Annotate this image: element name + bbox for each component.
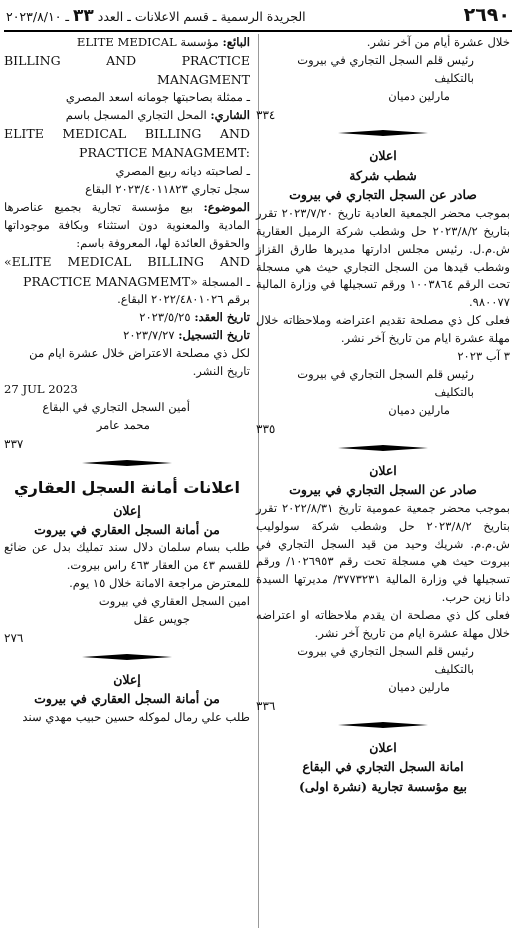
page-header — [4, 4, 512, 32]
notice-number: ٣٣٤ — [256, 107, 276, 122]
business-name-en: PRACTICE MANAGMEMT» — [23, 273, 198, 289]
notice-body: طلب بسام سلمان دلال سند تمليك بدل عن ضائع للقسم ٤٣ من العقار ٤٦٣ راس بيروت. — [4, 540, 250, 573]
notice-title: اعلان — [369, 739, 397, 755]
seller-name-en: ELITE MEDICAL — [76, 35, 177, 49]
separator-ornament — [82, 458, 172, 468]
registration-date: ٢٠٢٣/٧/٢٧ — [123, 328, 175, 343]
notice-number: ٢٧٦ — [4, 631, 24, 646]
signature-name: مارلين دميان — [388, 403, 450, 418]
registration-date-line — [4, 327, 250, 345]
seller-name-en-line: BILLING AND PRACTICE — [4, 52, 250, 68]
buyer-text: المحل التجاري المسجل باسم — [65, 108, 207, 123]
subject-line — [4, 199, 250, 253]
signature-title: رئيس قلم السجل التجاري في بيروت بالتكليف — [297, 367, 474, 400]
header-title: الجريدة الرسمية ـ قسم الاعلانات ـ العدد — [97, 9, 306, 24]
right-column — [256, 34, 510, 796]
subject-text: بيع مؤسسة تجارية بجميع عناصرها المادية والمعنوية دون استثناء وبكافة موجوداتها والحقوق العائدة لها، المعروفة باسم: — [4, 199, 250, 250]
signature-name: جويس عقل — [133, 612, 190, 627]
notice-title: اعلان — [369, 148, 397, 164]
notice-objection: فعلى كل ذي مصلحة ان يقدم ملاحظاته او اعتراضه خلال مهلة عشرة ايام من تاريخ آخر نشر. — [256, 608, 510, 641]
notice-objection: للمعترض مراجعة الامانة خلال ١٥ يوم. — [69, 576, 250, 591]
subject-label: الموضوع: — [203, 199, 250, 214]
notice-subtitle: بيع مؤسسة تجارية (نشرة اولى) — [298, 778, 467, 794]
business-registration: برقم ٢٠٢٢/٤٨٠١٠٢٦ البقاع. — [117, 292, 250, 307]
signature-title: أمين السجل التجاري في البقاع — [42, 400, 190, 415]
signature-title: امين السجل العقاري في بيروت — [98, 594, 250, 609]
top-continuation: خلال عشرة أيام من آخر نشر. — [366, 35, 510, 49]
section-title: اعلانات أمانة السجل العقاري — [14, 477, 240, 497]
seller-text: مؤسسة — [180, 35, 219, 49]
buyer-name-en-line: ELITE MEDICAL BILLING AND — [4, 126, 250, 142]
notice-issuer: صادر عن السجل التجاري في بيروت — [289, 187, 477, 203]
notice-number: ٣٣٦ — [256, 699, 276, 714]
contract-date-label: تاريخ العقد: — [194, 310, 250, 325]
seller-name-en-line: MANAGMENT — [157, 71, 250, 87]
notice-title: إعلان — [113, 671, 141, 687]
notice-title: إعلان — [113, 502, 141, 518]
separator-ornament — [338, 443, 428, 453]
notice-issuer: من أمانة السجل العقاري في بيروت — [34, 691, 220, 707]
business-name-suffix: ـ المسجلة — [201, 274, 250, 289]
notice-body: بموجب محضر الجمعية العادية تاريخ ٢٠٢٣/٧/٢٠ تقرر بتاريخ ٢٠٢٣/٨/٢ حل وشطب شركة الرميل العقارية ش.م.ل. رئيس مجلس ادارتها مديرها طارق القزاز وشطب قيدها من السجل التجاري حيث هي مسجلة تحت الرقم ١٠٠٣٨٦٤ ورقم تسجيلها في وزارة المالية ٩٨٠٠٧٧. — [256, 205, 510, 310]
buyer-registration: سجل تجاري ٢٠٢٣/٤٠١١٨٢٣ البقاع — [85, 181, 250, 196]
signature-name: مارلين دميان — [388, 88, 450, 103]
issue-number: ٣٣ — [73, 6, 94, 26]
notice-issuer: صادر عن السجل التجاري في بيروت — [289, 482, 477, 498]
stamp-date: 27 JUL 2023 — [4, 382, 78, 397]
separator-ornament — [338, 128, 428, 138]
buyer-line — [4, 107, 250, 125]
signature-title: رئيس قلم السجل التجاري في بيروت بالتكليف — [297, 644, 474, 677]
registration-date-label: تاريخ التسجيل: — [178, 328, 250, 343]
notice-date: ٣ آب ٢٠٢٣ — [457, 349, 510, 364]
buyer-label: الشاري: — [210, 108, 250, 123]
objection-text: لكل ذي مصلحة الاعتراض خلال عشرة ايام من تاريخ النشر. — [29, 346, 250, 379]
notice-issuer: من أمانة السجل العقاري في بيروت — [34, 521, 220, 537]
contract-date: ٢٠٢٣/٥/٢٥ — [139, 310, 191, 325]
buyer-name-en-line: PRACTICE MANAGMEMT: — [79, 145, 250, 161]
left-column — [4, 34, 250, 727]
notice-subtitle: شطب شركة — [349, 167, 417, 183]
signature-name: محمد عامر — [96, 418, 150, 433]
notice-title: اعلان — [369, 462, 397, 478]
gazette-header-text — [6, 6, 306, 26]
contract-date-line — [4, 309, 250, 327]
notice-objection: فعلى كل ذي مصلحة تقديم اعتراضه وملاحظاته خلال مهلة عشرة ايام من تاريخ آخر نشر. — [256, 313, 510, 346]
business-name-line — [4, 272, 250, 292]
seller-label: البائع: — [222, 35, 250, 49]
seller-line — [4, 34, 250, 52]
page-number: ٢٦٩٠ — [463, 4, 510, 26]
notice-number: ٣٣٧ — [4, 437, 24, 452]
notice-number: ٣٣٥ — [256, 422, 276, 437]
separator-ornament — [82, 652, 172, 662]
notice-body: بموجب محضر جمعية عمومية تاريخ ٢٠٢٢/٨/٣١ تقرر بتاريخ ٢٠٢٣/٨/٢ حل وشطب شركة سولوليب ش.م.م. شريك وحيد من قيد السجل التجاري في بيروت حيث هي مسجلة تحت رقم ١٠٢٦٩٥٣/ ورقم تسجيلها في وزارة المالية ٣٧٧٣٢٣١/ مديرتها السيدة دانا زين حرب. — [256, 500, 510, 605]
seller-representative: ـ ممثلة بصاحبتها جومانه اسعد المصري — [65, 90, 250, 105]
notice-issuer: امانة السجل التجاري في البقاع — [302, 759, 464, 775]
separator-ornament — [338, 720, 428, 730]
business-name-en-line: «ELITE MEDICAL BILLING AND — [4, 253, 250, 269]
signature-name: مارلين دميان — [388, 680, 450, 695]
notice-body: طلب علي رمال لموكله حسين حبيب مهدي سند — [22, 709, 250, 724]
buyer-owner: ـ لصاحبته ديانه ربيع المصري — [115, 163, 250, 178]
signature-title: رئيس قلم السجل التجاري في بيروت بالتكليف — [297, 52, 474, 85]
header-date: ـ ٢٠٢٣/٨/١٠ — [6, 9, 70, 24]
